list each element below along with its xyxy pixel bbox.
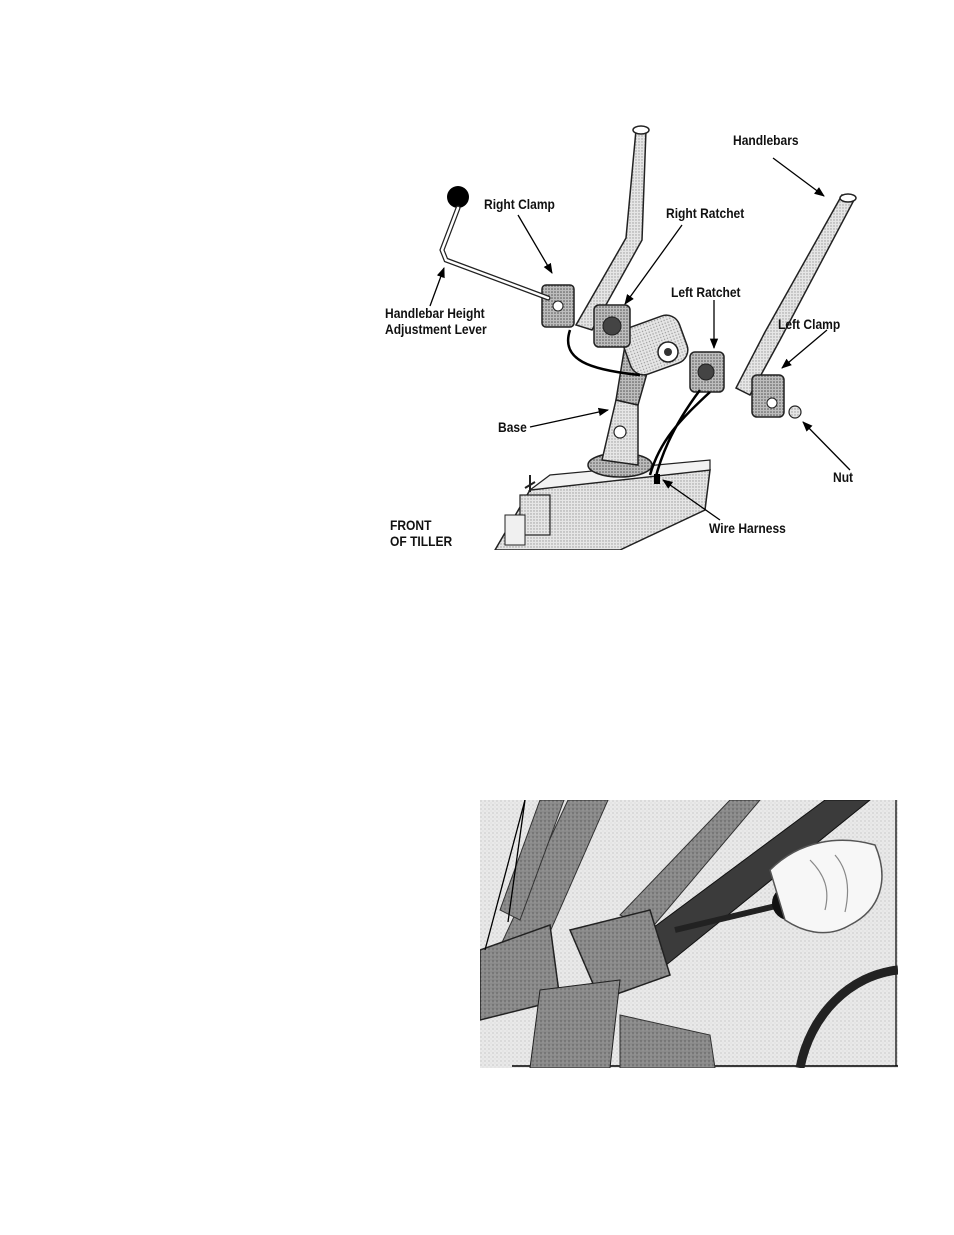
right-clamp-part xyxy=(542,285,574,327)
photo-drawing xyxy=(480,800,898,1068)
label-lever-line1: Handlebar Height xyxy=(385,305,485,321)
label-handlebars: Handlebars xyxy=(733,132,799,148)
label-right-ratchet: Right Ratchet xyxy=(666,205,745,221)
left-clamp-part xyxy=(752,375,784,417)
nut-part xyxy=(789,406,801,418)
label-base: Base xyxy=(498,419,527,435)
lever-adjustment-photo xyxy=(480,800,898,1068)
label-right-clamp: Right Clamp xyxy=(484,196,555,212)
label-wire-harness: Wire Harness xyxy=(709,520,786,536)
label-lever-line2: Adjustment Lever xyxy=(385,321,487,337)
label-left-ratchet: Left Ratchet xyxy=(671,284,741,300)
label-front-line1: FRONT xyxy=(390,517,432,533)
left-ratchet-part xyxy=(690,352,724,392)
label-front-line2: OF TILLER xyxy=(390,533,453,549)
label-left-clamp: Left Clamp xyxy=(778,316,841,332)
right-ratchet-part xyxy=(594,305,630,347)
handlebar-assembly-diagram xyxy=(380,120,872,550)
left-handlebar xyxy=(736,194,856,395)
right-handlebar xyxy=(576,126,649,330)
label-nut: Nut xyxy=(833,469,854,485)
